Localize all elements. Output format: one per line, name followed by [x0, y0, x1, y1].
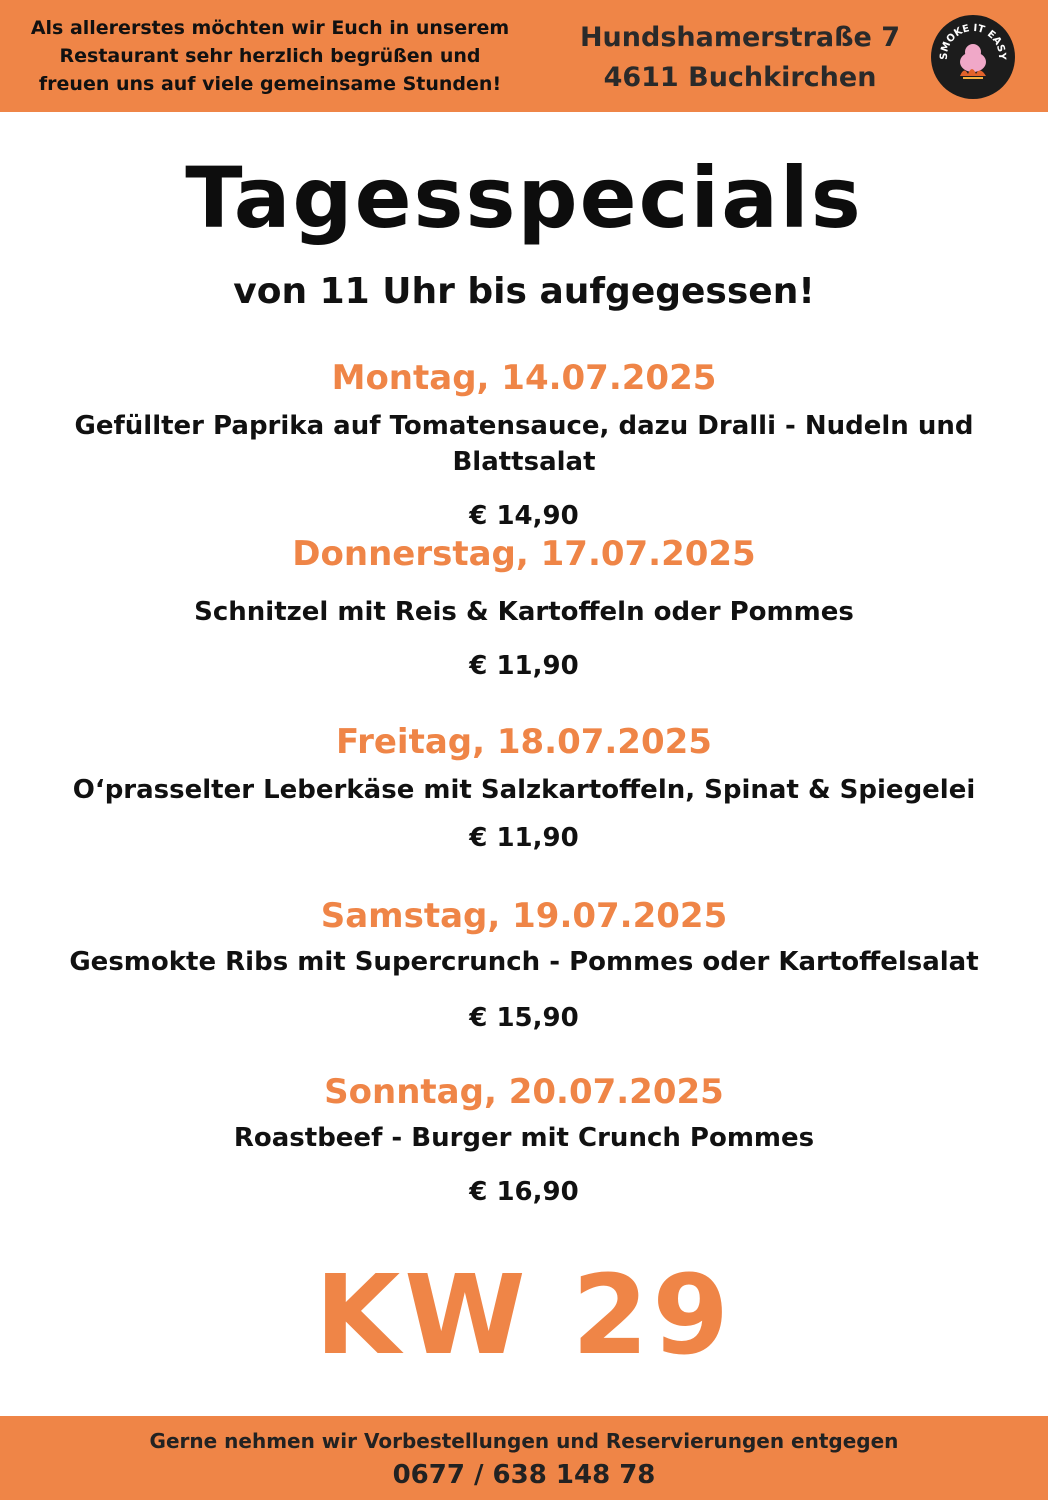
day-date: Donnerstag, 17.07.2025	[292, 534, 756, 574]
day-special-saturday	[0, 894, 1048, 1036]
day-dish: Roastbeef - Burger mit Crunch Pommes	[233, 1123, 815, 1153]
welcome-line: Restaurant sehr herzlich begrüßen und	[59, 45, 481, 67]
restaurant-address	[560, 18, 920, 98]
day-special-sunday	[0, 1070, 1048, 1210]
day-special-monday	[0, 356, 1048, 534]
day-dish: Gesmokte Ribs mit Supercrunch - Pommes oder Kartoffelsalat	[69, 947, 979, 977]
day-price: € 11,90	[469, 823, 579, 853]
welcome-message	[30, 14, 510, 98]
day-price: € 15,90	[469, 1003, 579, 1033]
day-price: € 11,90	[469, 651, 579, 681]
day-special-friday	[0, 720, 1048, 856]
reservation-note: Gerne nehmen wir Vorbestellungen und Reservierungen entgegen	[149, 1429, 899, 1453]
day-date: Sonntag, 20.07.2025	[324, 1072, 724, 1112]
smoke-it-easy-logo-icon	[930, 14, 1016, 100]
day-date: Montag, 14.07.2025	[331, 358, 717, 398]
phone-number: 0677 / 638 148 78	[392, 1460, 656, 1490]
page-subtitle: von 11 Uhr bis aufgegessen!	[233, 271, 815, 312]
day-dish: Gefüllter Paprika auf Tomatensauce, dazu Dralli - Nudeln und Blattsalat	[74, 411, 974, 477]
day-price: € 14,90	[469, 501, 579, 531]
address-city: 4611 Buchkirchen	[603, 62, 877, 93]
welcome-line: freuen uns auf viele gemeinsame Stunden!	[38, 73, 502, 95]
restaurant-logo	[930, 14, 1016, 100]
day-dish: O‘prasselter Leberkäse mit Salzkartoffeln, Spinat & Spiegelei	[72, 775, 976, 805]
address-street: Hundshamerstraße 7	[579, 22, 901, 53]
welcome-line: Als allererstes möchten wir Euch in unserem	[30, 17, 510, 39]
day-date: Samstag, 19.07.2025	[320, 896, 728, 936]
day-price: € 16,90	[469, 1177, 579, 1207]
day-date: Freitag, 18.07.2025	[336, 722, 712, 762]
calendar-week: KW 29	[315, 1251, 733, 1379]
logo-text: SMOKE IT EASY	[938, 22, 1008, 60]
page-title: Tagesspecials	[185, 149, 863, 247]
day-special-thursday	[0, 532, 1048, 684]
day-dish: Schnitzel mit Reis & Kartoffeln oder Pommes	[194, 597, 854, 627]
